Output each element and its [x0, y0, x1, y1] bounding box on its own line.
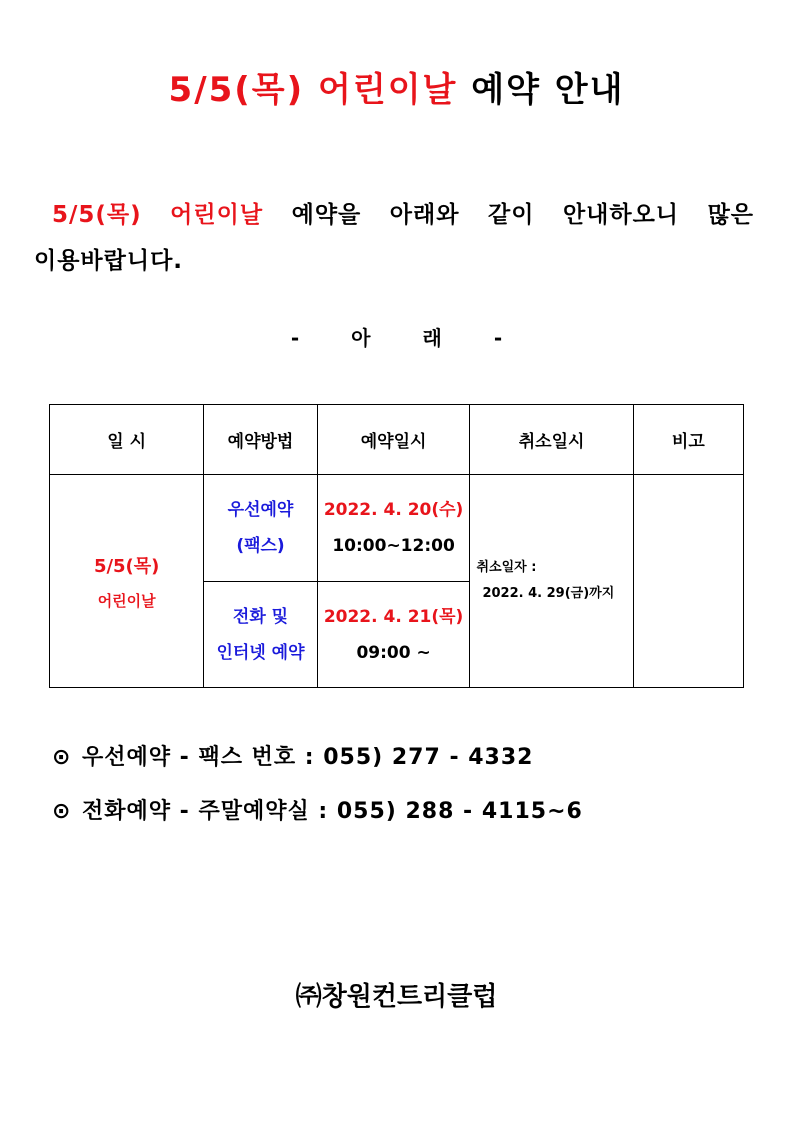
reservation-time-cell [317, 582, 470, 688]
header-cancel-date: 취소일시 [470, 405, 633, 475]
cancel-label: 취소일자 : [476, 560, 537, 575]
contact-text: 우선예약 - 팩스 번호 : 055) 277 - 4332 [82, 745, 534, 770]
event-date: 5/5(목) [93, 555, 160, 577]
method-line-1: 전화 및 [232, 606, 289, 627]
reservation-table [49, 404, 744, 688]
table-row [50, 475, 744, 582]
divider-dash-left: - [290, 326, 300, 350]
note-cell [633, 475, 743, 688]
title-highlight: 5/5(목) 어린이날 [168, 70, 458, 110]
reservation-date: 2022. 4. 20(수) [323, 500, 464, 520]
page-title [0, 62, 793, 111]
cancel-cell [470, 475, 633, 688]
table-header-row [50, 405, 744, 475]
contact-item [52, 796, 583, 850]
method-line-2: (팩스) [236, 536, 285, 556]
reservation-time-cell [317, 475, 470, 582]
contact-list [52, 742, 583, 850]
method-line-1: 우선예약 [227, 500, 294, 520]
header-reservation-date: 예약일시 [317, 405, 470, 475]
cancel-value: 2022. 4. 29(금)까지 [482, 586, 615, 601]
header-datetime: 일 시 [50, 405, 204, 475]
event-date-cell [50, 475, 204, 688]
method-cell [204, 582, 317, 688]
divider-dash-right: - [493, 326, 503, 350]
event-name: 어린이날 [97, 591, 156, 610]
intro-rest: 예약을 아래와 같이 안내하오니 많은 [263, 202, 754, 228]
company-name: ㈜창원컨트리클럽 [295, 982, 498, 1012]
divider-char-2: 래 [422, 326, 442, 350]
contact-text: 전화예약 - 주말예약실 : 055) 288 - 4115~6 [82, 799, 583, 824]
reservation-date: 2022. 4. 21(목) [323, 606, 464, 627]
header-note: 비고 [633, 405, 743, 475]
divider-char-1: 아 [351, 326, 371, 350]
intro-line-2: 이용바랍니다. [34, 248, 184, 274]
reservation-time: 09:00 ~ [356, 642, 431, 663]
circle-dot-icon: ⊙ [52, 799, 72, 824]
title-rest: 예약 안내 [457, 70, 625, 110]
method-cell [204, 475, 317, 582]
section-divider [0, 322, 793, 351]
intro-paragraph [34, 192, 754, 284]
reservation-time: 10:00~12:00 [332, 536, 455, 556]
method-line-2: 인터넷 예약 [216, 642, 305, 663]
intro-highlight: 5/5(목) 어린이날 [52, 202, 264, 228]
header-method: 예약방법 [204, 405, 317, 475]
contact-item [52, 742, 583, 796]
intro-line-1 [34, 192, 754, 238]
circle-dot-icon: ⊙ [52, 745, 72, 770]
